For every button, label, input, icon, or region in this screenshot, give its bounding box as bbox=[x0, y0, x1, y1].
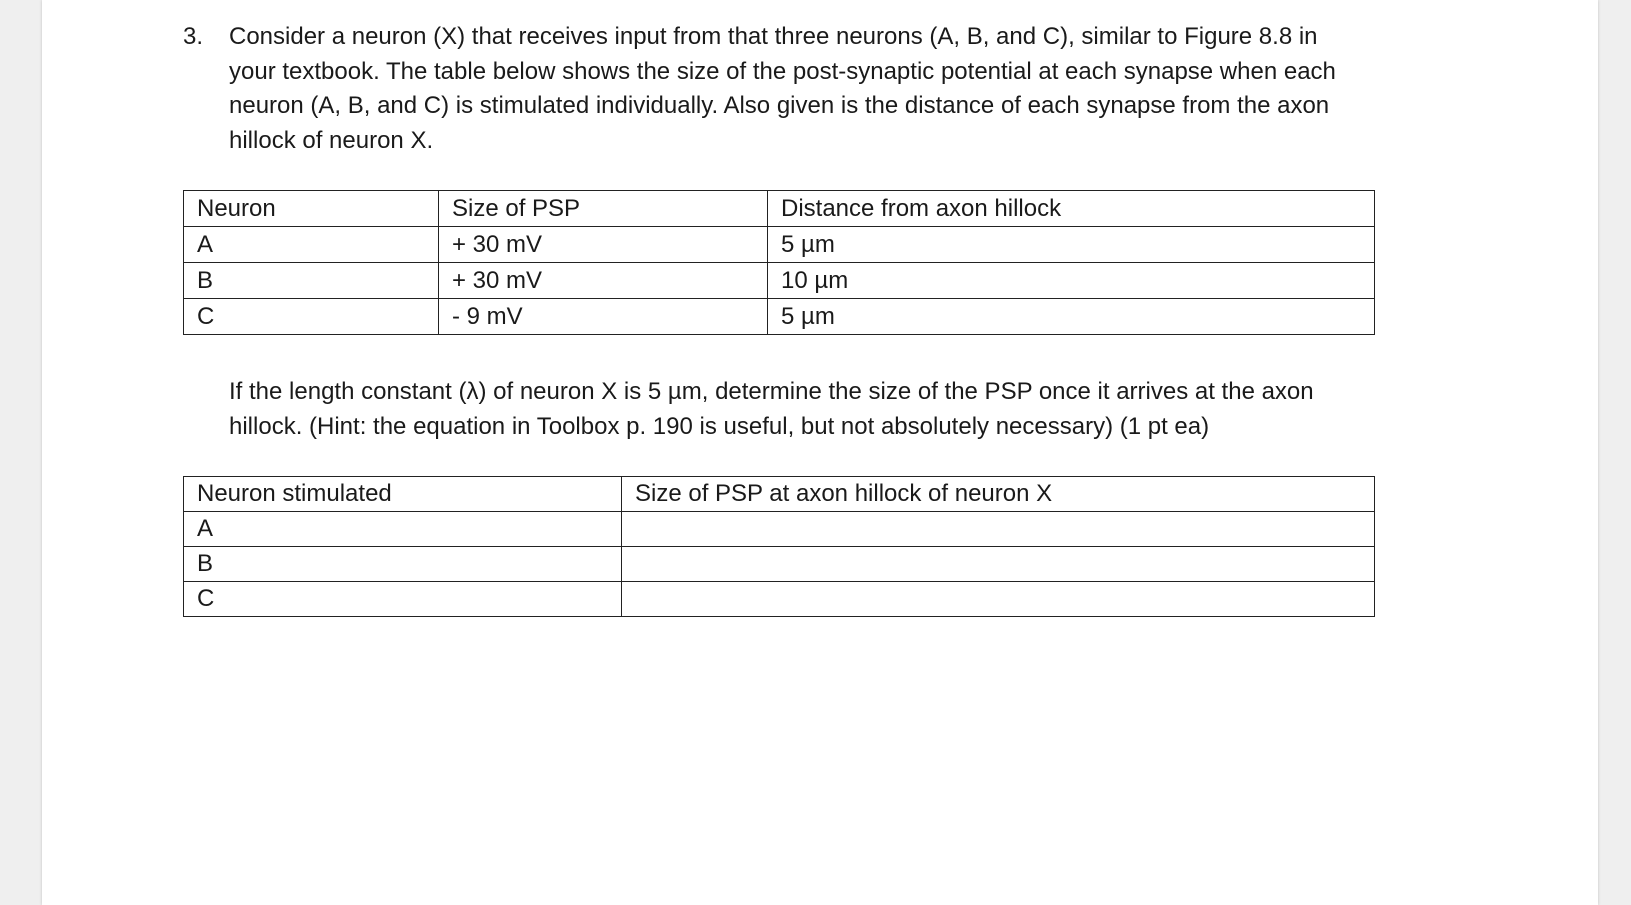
header-neuron: Neuron bbox=[184, 191, 439, 227]
table-cell: A bbox=[184, 227, 439, 263]
answer-cell[interactable] bbox=[622, 547, 1375, 582]
table-cell: C bbox=[184, 582, 622, 617]
table-row bbox=[184, 299, 1375, 335]
header-neuron-stimulated: Neuron stimulated bbox=[184, 477, 622, 512]
table-row bbox=[184, 547, 1375, 582]
table-cell: + 30 mV bbox=[439, 227, 768, 263]
answer-cell[interactable] bbox=[622, 582, 1375, 617]
table-row bbox=[184, 263, 1375, 299]
psp-input-table bbox=[183, 190, 1375, 335]
question-block bbox=[183, 20, 1383, 158]
header-distance: Distance from axon hillock bbox=[768, 191, 1375, 227]
table-header-row bbox=[184, 191, 1375, 227]
table-cell: C bbox=[184, 299, 439, 335]
answer-cell[interactable] bbox=[622, 512, 1375, 547]
length-constant-prompt: If the length constant (λ) of neuron X is 5 µm, determine the size of the PSP once it arrives at the axon hillock. (Hint: the equation in Toolbox p. 190 is useful, but not absolutely necessary) (1 pt ea) bbox=[229, 378, 1314, 440]
table-cell: 10 µm bbox=[768, 263, 1375, 299]
table-row bbox=[184, 227, 1375, 263]
table-cell: - 9 mV bbox=[439, 299, 768, 335]
table-cell: B bbox=[184, 547, 622, 582]
table-row bbox=[184, 582, 1375, 617]
table-cell: A bbox=[184, 512, 622, 547]
table-row bbox=[184, 512, 1375, 547]
table-cell: 5 µm bbox=[768, 299, 1375, 335]
psp-answer-table bbox=[183, 476, 1375, 617]
table-cell: B bbox=[184, 263, 439, 299]
table-cell: 5 µm bbox=[768, 227, 1375, 263]
header-psp-at-hillock: Size of PSP at axon hillock of neuron X bbox=[622, 477, 1375, 512]
table-header-row bbox=[184, 477, 1375, 512]
question-text: Consider a neuron (X) that receives input from that three neurons (A, B, and C), similar to Figure 8.8 in your textbook. The table below shows the size of the post-synaptic potential at each synapse when each neuron (A, B, and C) is stimulated individually. Also given is the distance of each synapse from the axon hillock of neuron X. bbox=[229, 23, 1336, 154]
question-number: 3. bbox=[183, 23, 204, 50]
header-psp-size: Size of PSP bbox=[439, 191, 768, 227]
table-cell: + 30 mV bbox=[439, 263, 768, 299]
